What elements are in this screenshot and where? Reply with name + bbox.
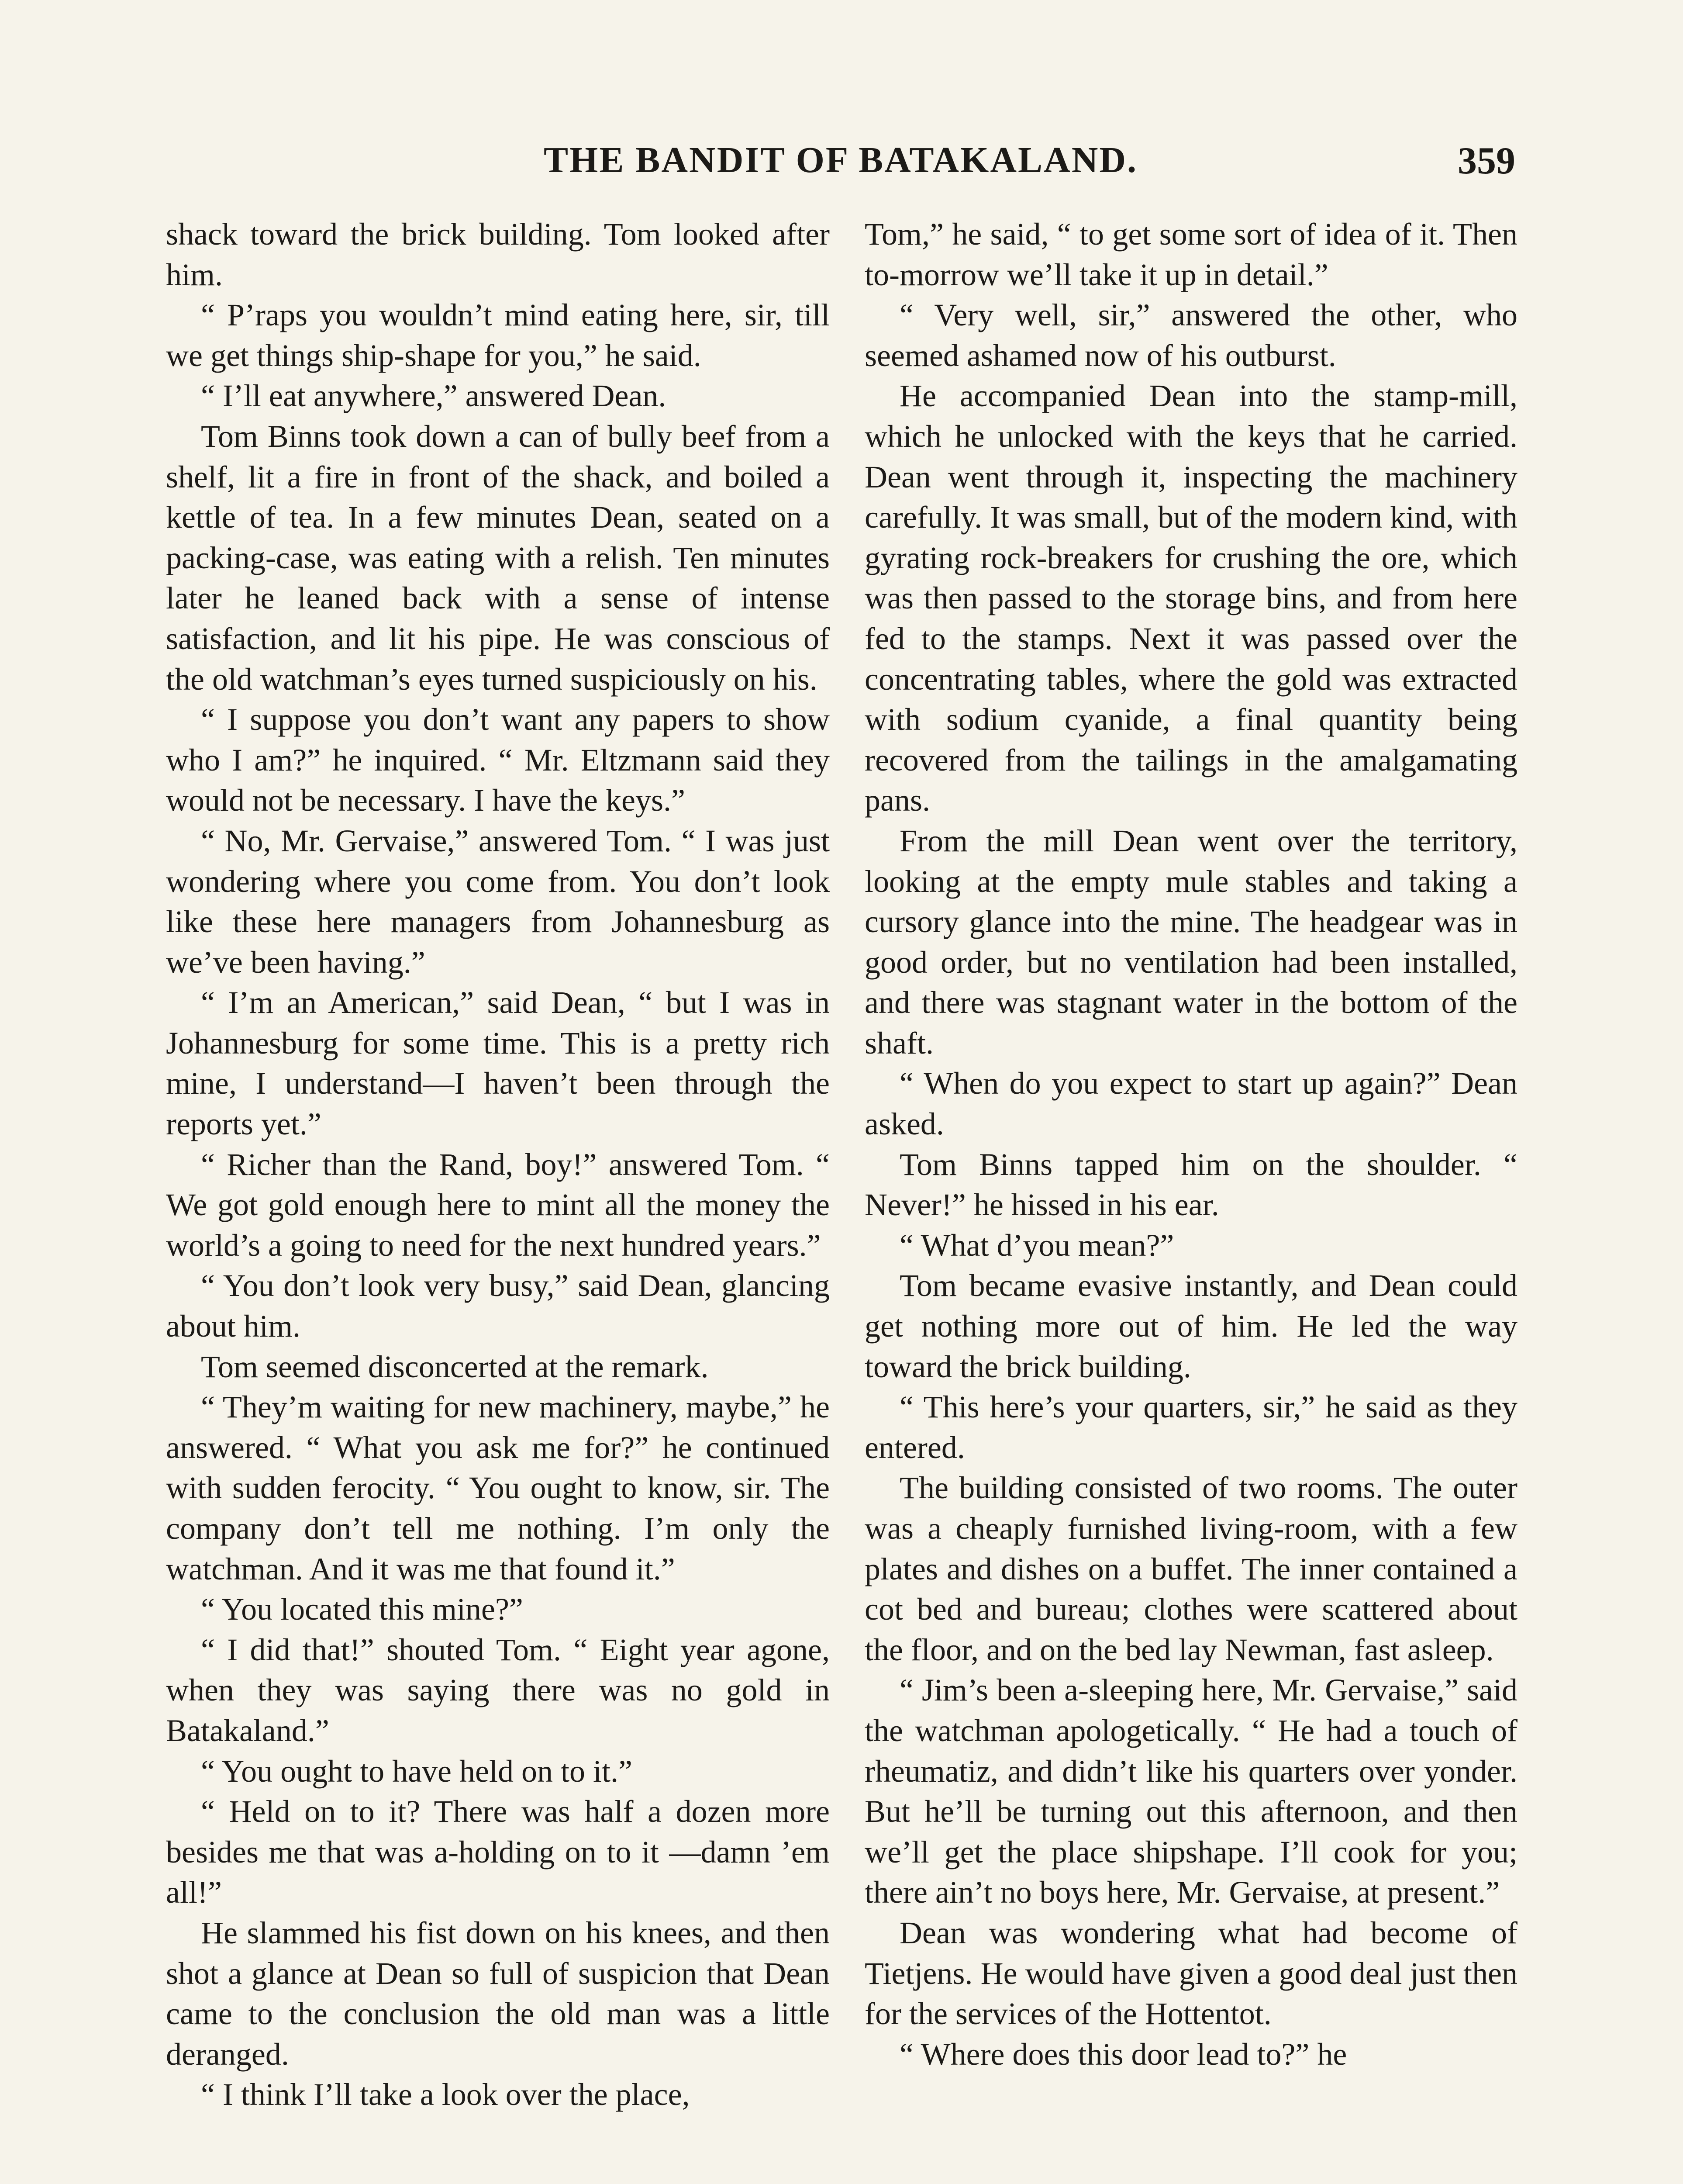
paragraph: “ They’m waiting for new machinery, maybe,” he answered. “ What you ask me for?” he continued with sudden ferocity. “ You ought to know, sir. The company don’t tell me nothing. I’m only the watchman. And it was me that found it.” — [166, 1389, 830, 1586]
paragraph: “ Very well, sir,” answered the other, who seemed ashamed now of his outburst. — [865, 297, 1517, 373]
paragraph: “ You located this mine?” — [201, 1592, 523, 1627]
paragraph: From the mill Dean went over the territory, looking at the empty mule stables and taking a cursory glance into the mine. The headgear was in good order, but no ventilation had been installed, and there was stagnant water in the bottom of the shaft. — [865, 823, 1517, 1061]
paragraph: “ You ought to have held on to it.” — [201, 1753, 632, 1789]
paragraph: The building consisted of two rooms. The outer was a cheaply furnished living-room, with a few plates and dishes on a buffet. The inner contained a cot bed and bureau; clothes were scattered about the floor, and on the bed lay Newman, fast asleep. — [865, 1470, 1517, 1667]
paragraph: “ Richer than the Rand, boy!” answered Tom. “ We got gold enough here to mint all the money the world’s a going to need for the next hundred years.” — [166, 1147, 830, 1263]
paragraph: “ What d’you mean?” — [900, 1227, 1174, 1263]
paragraph: “ I did that!” shouted Tom. “ Eight year agone, when they was saying there was no gold in Batakaland.” — [166, 1632, 830, 1748]
paragraph: Tom,” he said, “ to get some sort of idea of it. Then to-morrow we’ll take it up in detail.” — [865, 217, 1517, 292]
paragraph: “ Held on to it? There was half a dozen more besides me that was a-holding on to it —damn ’em all!” — [166, 1794, 830, 1910]
paragraph: He accompanied Dean into the stamp-mill, which he unlocked with the keys that he carried. Dean went through it, inspecting the machinery carefully. It was small, but of the modern kind, with gyrating rock-breakers for crushing the ore, which was then passed to the storage bins, and from here fed to the stamps. Next it was passed over the concentrating tables, where the gold was extracted with sodium cyanide, a final quantity being recovered from the tailings in the amalgamating pans. — [865, 378, 1517, 818]
paragraph: “ Jim’s been a-sleeping here, Mr. Gervaise,” said the watchman apologetically. “ He had a touch of rheumatiz, and didn’t like his quarters over yonder. But he’ll be turning out this afternoon, and then we’ll get the place shipshape. I’ll cook for you; there ain’t no boys here, Mr. Gervaise, at present.” — [865, 1673, 1517, 1910]
paragraph: “ I suppose you don’t want any papers to show who I am?” he inquired. “ Mr. Eltzmann said they would not be necessary. I have the keys.” — [166, 702, 830, 818]
page-number: 359 — [1458, 140, 1515, 182]
paragraph: Tom Binns tapped him on the shoulder. “ Never!” he hissed in his ear. — [865, 1147, 1517, 1223]
paragraph: “ P’raps you wouldn’t mind eating here, sir, till we get things ship-shape for you,” he said. — [166, 297, 830, 373]
paragraph: “ When do you expect to start up again?” Dean asked. — [865, 1066, 1517, 1142]
paragraph: shack toward the brick building. Tom looked after him. — [166, 217, 830, 292]
paragraph: Tom Binns took down a can of bully beef from a shelf, lit a fire in front of the shack, and boiled a kettle of tea. In a few minutes Dean, seated on a packing-case, was eating with a relish. Ten minutes later he leaned back with a sense of intense satisfaction, and lit his pipe. He was conscious of the old watchman’s eyes turned suspiciously on his. — [166, 418, 830, 697]
paragraph: “ No, Mr. Gervaise,” answered Tom. “ I was just wondering where you come from. You don’t look like these here managers from Johannesburg as we’ve been having.” — [166, 823, 830, 980]
paragraph: “ You don’t look very busy,” said Dean, glancing about him. — [166, 1268, 830, 1344]
left-column — [166, 214, 830, 2115]
paragraph: Tom became evasive instantly, and Dean could get nothing more out of him. He led the way toward the brick building. — [865, 1268, 1517, 1384]
paragraph: “ I think I’ll take a look over the place, — [201, 2077, 690, 2112]
running-title: THE BANDIT OF BATAKALAND. — [543, 140, 1138, 180]
paragraph: Tom seemed disconcerted at the remark. — [201, 1349, 709, 1384]
paragraph: “ Where does this door lead to?” he — [900, 2036, 1347, 2072]
right-column — [865, 214, 1517, 2074]
paragraph: He slammed his fist down on his knees, and then shot a glance at Dean so full of suspicion that Dean came to the conclusion the old man was a little deranged. — [166, 1915, 830, 2072]
paragraph: “ I’ll eat anywhere,” answered Dean. — [201, 378, 666, 414]
paragraph: “ This here’s your quarters, sir,” he said as they entered. — [865, 1389, 1517, 1465]
paragraph: Dean was wondering what had become of Tietjens. He would have given a good deal just then for the services of the Hottentot. — [865, 1915, 1517, 2032]
page-header — [166, 139, 1515, 191]
paragraph: “ I’m an American,” said Dean, “ but I was in Johannesburg for some time. This is a pretty rich mine, I understand—I haven’t been through the reports yet.” — [166, 985, 830, 1142]
